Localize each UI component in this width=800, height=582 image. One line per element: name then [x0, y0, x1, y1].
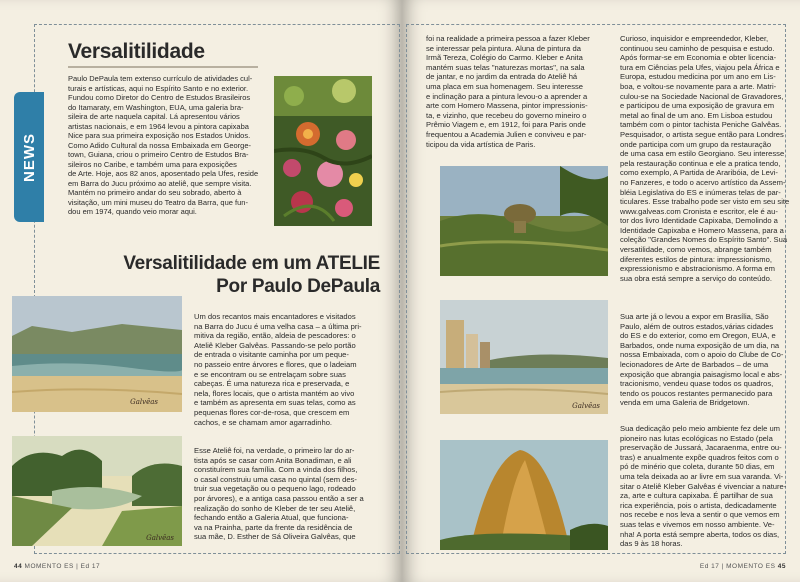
balanced-rock-painting	[440, 166, 608, 276]
balanced-rock	[440, 166, 608, 276]
rock-mountain-painting	[440, 440, 608, 550]
right-footer	[700, 563, 786, 570]
left-footer	[14, 563, 100, 570]
left-page-number: 44	[14, 563, 23, 570]
article2-body-part2: Esse Ateliê foi, na verdade, o primeiro lar do ar- tista após se casar com Anita Bonadiman, e ali constituírem sua família. Com a vinda dos filhos, o casal construiu uma casa no quintal (sem des- truir sua vegetação ou o pequeno lago, rodeado por árvores), e a antiga casa passou então a ser a realização do sonho de Kleber de ter seu Ateliê, fechando então a Galeria Atual, que funciona- va na Prainha, parte da frente da residência de sua mãe, D. Esther de Sá Oliveira Galvêas, que	[194, 446, 364, 542]
city-beach-painting	[440, 300, 608, 414]
flower-painting-photo	[274, 76, 372, 226]
article2-title-line2: Por Paulo DePaula	[216, 276, 380, 297]
right-col2-part3: Sua dedicação pelo meio ambiente fez dele um pioneiro nas lutas ecológicas no Estado (pela preservação de Jussará, Jacaraenma, entre ou- tras) e anualmente expõe quadros feitos com o pó de minério que coleta, durante 50 dias, em uma tela deixada ao ar livre em sua varanda. Vi- sitar o Ateliê Kleber Galvêas é vivenciar a nature- za, arte e cultura capixaba. É partilhar de sua rica experiência, pois o artista, dedicadamente nos recebe e nos leva a sentir o que vemos em suas telas e vivemos em nosso ambiente. Ve- nha! A porta está sempre aberta, todos os dias, das 9 às 18 horas.	[620, 424, 787, 549]
right-col2-part2: Sua arte já o levou a expor em Brasília, São Paulo, além de outros estados,várias cidades do ES e do exterior, como em Oregon, EUA, e Barbados, onde numa exposição de um dia, na nossa Embaixada, com o apoio do Clube de Co- lecionadores de Arte de Barbados – de uma exposição que abrangia paisagismo local e abs- tracionismo, vendeu quase todos os quadros, tendo os poucos restantes permanecido para venda em uma Galeria de Bridgetown.	[620, 312, 784, 408]
flower-painting	[274, 76, 372, 226]
right-footer-text: Ed 17 | MOMENTO ES	[699, 563, 776, 570]
article1-body: Paulo DePaula tem extenso currículo de atividades cul- turais e artísticas, aqui no Espírito Santo e no exterior. Fundou como Diretor do Centro de Estudos Brasileiros do Itamaraty, em Washington, EUA, uma galeria bra- sileira de arte naquela capital. Lá apresentou vários artistas nacionais, e em 1964 levou a pintora capixaba Nice para sua primeira exposição nos Estados Unidos. Como Adido Cultural da nossa Embaixada em George- town, Guiana, criou o primeiro Centro de Estudos Bra- sileiros no Caribe, e também uma para exposições de Arte. Hoje, aos 82 anos, aposentado pela Ufes, reside em Barra do Jucu próximo ao ateliê, que sempre visita. Mantém no primeiro andar do seu sobrado, aberto à visitação, um mini museu do Teatro da Barra, que fun- dou em 1974, quando veio morar aqui.	[68, 74, 259, 216]
lagoon-painting	[12, 436, 182, 546]
seascape-painting-1	[12, 296, 182, 412]
news-tab-label: NEWS	[20, 132, 38, 182]
signature-2: Galvêas	[146, 534, 174, 542]
lagoon	[12, 436, 182, 546]
seascape-1	[12, 296, 182, 412]
signature-3: Galvêas	[572, 402, 600, 410]
article1-title: Versalitilidade	[68, 40, 205, 63]
rock-mountain	[440, 440, 608, 550]
article2-title	[120, 252, 380, 298]
left-footer-text: MOMENTO ES | Ed 17	[24, 563, 101, 570]
signature-1: Galvêas	[130, 398, 158, 406]
article2-body-part1: Um dos recantos mais encantadores e visitados na Barra do Jucu é uma velha casa – a última pri- mitiva da região, então, aldeia de pescadores: o Ateliê Kleber Galvêas. Passando-se pelo portão de entrada o visitante caminha por um peque- no passeio entre árvores e flores, que o ladeiam e se encontram ou se entrelaçam sobre suas cabeças. É uma natureza rica e preservada, e nela, flores locais, que o artista mantém ao vivo e também as apresenta em suas telas, como as pequenas flores cor-de-rosa, que crescem em cachos, e se chamam amor agarradinho.	[194, 312, 362, 427]
city-beach	[440, 300, 608, 414]
title-underline	[68, 66, 258, 68]
right-col2-part1: Curioso, inquisidor e empreendedor, Kleber, continuou seu caminho de pesquisa e estudo. Após formar-se em Economia e obter licencia- tura em Ciências pela Ufes, viajou pela África e Europa, estudou medicina por um ano em Lis- boa, e voltou-se novamente para a arte. Matri- culou-se na Sociedade Nacional de Gravadores, e participou de uma exposição de gravura em metal ao final de um ano. Em Lisboa estudou também com o pintor tachista Peniche Galvêas. Pesquisador, o artista segue então para Londres onde participa com um grupo da restauração de uma casa em estilo Georgiano. Seu interesse pela restauração continua e ele a pratica tendo, como exemplo, A Partida de Araribóia, de Levi- no Fanzeres, e todo o acervo artístico da Assem- bléia Legislativa do ES e inúmeras telas de par- ticulares. Esse trabalho pode ser visto em seu site www.galveas.com Cronista e escritor, ele é au- tor dos livro Identidade Capixaba, Demolindo a Identidade Capixaba e Homero Massena, para a coleção "Grandes Nomes do Espírito Santo". Sua versatilidade, como vemos, abrange também diferentes estilos de pintura: impressionismo, expressionismo e abstracionismo. A forma em sua obra está sempre a serviço do conteúdo.	[620, 34, 790, 283]
right-page	[402, 0, 800, 582]
right-col1-text: foi na realidade a primeira pessoa a fazer Kleber se interessar pela pintura. Aluna de pintura da Irmã Tereza, Colégio do Carmo. Kleber e Anita mantém suas telas "naturezas mortas", na sala de jantar, e no jardim da entrada do Ateliê há uma placa em sua homenagem. Seu interesse e inclinação para a pintura levou-o a aprender a arte com Homero Massena, pintor impressionis- ta, e vizinho, que recebeu do governo mineiro o Prêmio Viagem e, em 1912, foi para Paris onde frequentou a Academia Julien e conviveu e par- ticipou da vida artística de Paris.	[426, 34, 590, 149]
right-page-number: 45	[777, 563, 786, 570]
article2-title-line1: Versalitilidade em um ATELIE	[123, 253, 380, 274]
